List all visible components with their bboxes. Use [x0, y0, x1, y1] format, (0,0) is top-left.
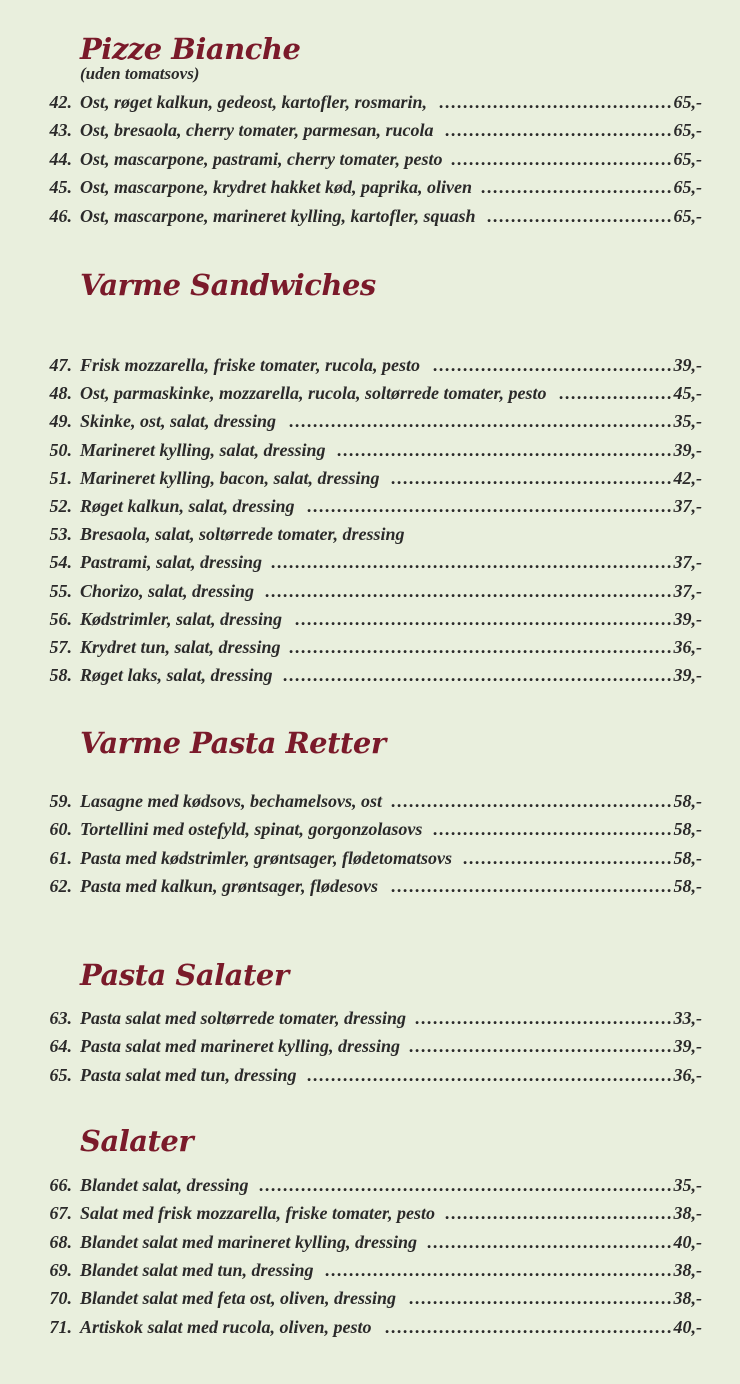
menu-item — [0, 496, 740, 524]
item-description: Blandet salat med tun, dressing — [80, 1259, 314, 1280]
item-number: 56. — [49, 608, 72, 629]
item-price — [0, 1175, 702, 1196]
price-value: 39,- — [673, 355, 702, 375]
item-number: 60. — [49, 819, 72, 840]
menu-item — [0, 411, 740, 439]
menu-item — [0, 1260, 740, 1288]
item-price — [0, 1317, 702, 1338]
dot-leader: ..................................................................... — [259, 1175, 674, 1195]
item-description: Ost, bresaola, cherry tomater, parmesan, rucola — [80, 120, 434, 141]
menu-item — [0, 1008, 740, 1036]
item-number: 68. — [49, 1231, 72, 1252]
item-price — [0, 876, 702, 897]
dot-leader: ............................................ — [409, 1288, 674, 1309]
dot-leader: ................................................................ — [289, 411, 674, 432]
item-price — [0, 1288, 702, 1309]
item-number: 43. — [49, 120, 72, 141]
item-description: Tortellini med ostefyld, spinat, gorgonzolasovs — [80, 819, 423, 840]
item-description: Pasta med kalkun, grøntsager, flødesovs — [80, 875, 379, 896]
item-number: 57. — [49, 637, 72, 657]
menu-item — [0, 468, 740, 496]
item-description: Pastrami, salat, dressing — [80, 552, 263, 573]
item-description: Ost, parmaskinke, mozzarella, rucola, soltørrede tomater, pesto — [80, 383, 547, 404]
price-value: 58,- — [673, 819, 702, 840]
dot-leader: ...................................... — [445, 1203, 674, 1224]
menu-item — [0, 1203, 740, 1231]
item-number: 47. — [49, 355, 72, 375]
item-description: Ost, røget kalkun, gedeost, kartofler, rosmarin, — [80, 92, 428, 112]
item-number: 44. — [49, 148, 72, 169]
item-number: 64. — [49, 1036, 72, 1057]
item-description: Skinke, ost, salat, dressing — [80, 411, 277, 432]
menu-item — [0, 637, 740, 665]
menu-item — [0, 791, 740, 819]
item-description: Blandet salat, dressing — [80, 1175, 249, 1195]
item-price — [0, 1203, 702, 1224]
dot-leader: ....................................... — [439, 92, 674, 112]
price-value: 65,- — [673, 148, 702, 169]
item-description: Krydret tun, salat, dressing — [80, 637, 281, 657]
price-value: 39,- — [673, 439, 702, 460]
item-price — [0, 411, 702, 432]
item-number: 70. — [49, 1288, 72, 1309]
item-number: 52. — [49, 496, 72, 516]
price-value: 45,- — [673, 383, 702, 404]
menu-item — [0, 1232, 740, 1260]
menu-item — [0, 1175, 740, 1203]
section-subheading: (uden tomatsovs) — [80, 64, 200, 83]
price-value: 38,- — [673, 1203, 702, 1224]
section-heading: Pizze Bianche — [80, 32, 301, 66]
dot-leader: ................................... — [463, 847, 674, 868]
item-description: Salat med frisk mozzarella, friske tomater, pesto — [80, 1203, 436, 1224]
dot-leader: ................................................ — [385, 1316, 674, 1337]
menu-item — [0, 819, 740, 847]
item-number: 50. — [49, 439, 72, 460]
item-description: Blandet salat med feta ost, oliven, dressing — [80, 1288, 397, 1309]
menu-item — [0, 440, 740, 468]
section-heading: Varme Sandwiches — [80, 268, 376, 302]
item-price — [0, 149, 702, 170]
menu-item — [0, 206, 740, 234]
item-price — [0, 848, 702, 869]
price-value: 58,- — [673, 875, 702, 896]
dot-leader: ............................................................... — [295, 608, 674, 629]
item-number: 53. — [49, 524, 72, 545]
item-description: Marineret kylling, bacon, salat, dressing — [80, 467, 380, 488]
item-number: 69. — [49, 1259, 72, 1280]
dot-leader: ................................................................ — [289, 637, 674, 657]
dot-leader: ...................................... — [445, 120, 674, 141]
item-price — [0, 496, 702, 517]
item-description: Pasta salat med soltørrede tomater, dressing — [80, 1008, 407, 1028]
menu-item — [0, 609, 740, 637]
menu-item — [0, 848, 740, 876]
price-value: 39,- — [673, 608, 702, 629]
dot-leader: .................................................................... — [265, 580, 674, 601]
item-number: 51. — [49, 467, 72, 488]
item-price — [0, 120, 702, 141]
item-price — [0, 177, 702, 198]
price-value: 40,- — [673, 1231, 702, 1252]
dot-leader: ............................................... — [391, 791, 674, 811]
dot-leader: ............................................................. — [307, 496, 674, 516]
price-value: 65,- — [673, 177, 702, 198]
item-description: Marineret kylling, salat, dressing — [80, 439, 326, 460]
menu-item — [0, 581, 740, 609]
item-number: 54. — [49, 552, 72, 573]
price-value: 37,- — [673, 552, 702, 573]
price-value: 39,- — [673, 1036, 702, 1057]
item-price — [0, 665, 702, 686]
dot-leader: .......................................................... — [325, 1259, 674, 1280]
item-description: Ost, mascarpone, krydret hakket kød, paprika, oliven — [80, 177, 472, 198]
menu-item — [0, 1065, 740, 1093]
dot-leader: ......................................... — [427, 1231, 674, 1252]
item-price — [0, 791, 702, 812]
item-number: 65. — [49, 1064, 72, 1085]
dot-leader: ............................................... — [391, 875, 674, 896]
item-description: Blandet salat med marineret kylling, dressing — [80, 1231, 418, 1252]
item-price — [0, 92, 702, 113]
item-number: 63. — [49, 1008, 72, 1028]
price-value: 37,- — [673, 496, 702, 516]
dot-leader: ............................... — [487, 205, 674, 226]
item-number: 67. — [49, 1203, 72, 1224]
price-value: 65,- — [673, 120, 702, 141]
price-value: 38,- — [673, 1288, 702, 1309]
menu-item — [0, 876, 740, 904]
item-number: 46. — [49, 205, 72, 226]
menu-item — [0, 1317, 740, 1345]
item-description: Chorizo, salat, dressing — [80, 580, 255, 601]
dot-leader: ................... — [559, 383, 674, 404]
item-description: Pasta salat med marineret kylling, dressing — [80, 1036, 401, 1057]
item-price — [0, 637, 702, 658]
item-description: Frisk mozzarella, friske tomater, rucola, pesto — [80, 355, 421, 375]
menu-item — [0, 665, 740, 693]
item-price — [0, 468, 702, 489]
item-price — [0, 1008, 702, 1029]
menu-item — [0, 552, 740, 580]
price-value: 58,- — [673, 791, 702, 811]
menu-item — [0, 1288, 740, 1316]
dot-leader: ............................................................. — [307, 1064, 674, 1085]
price-value: 35,- — [673, 1175, 702, 1195]
item-number: 58. — [49, 665, 72, 686]
price-value: 58,- — [673, 847, 702, 868]
price-value: 65,- — [673, 205, 702, 226]
item-description: Pasta med kødstrimler, grøntsager, flødetomatsovs — [80, 847, 453, 868]
dot-leader: ............................................... — [391, 467, 674, 488]
item-price — [0, 383, 702, 404]
item-number: 71. — [49, 1316, 72, 1337]
item-price — [0, 206, 702, 227]
item-description: Røget kalkun, salat, dressing — [80, 496, 295, 516]
item-description: Pasta salat med tun, dressing — [80, 1064, 297, 1085]
item-number: 55. — [49, 580, 72, 601]
item-price — [0, 552, 702, 573]
item-description: Bresaola, salat, soltørrede tomater, dressing — [80, 524, 405, 545]
item-description: Ost, mascarpone, pastrami, cherry tomater, pesto — [80, 148, 443, 169]
item-price — [0, 355, 702, 376]
item-price — [0, 1036, 702, 1057]
dot-leader: ................................................................. — [283, 665, 674, 686]
item-price — [0, 819, 702, 840]
item-number: 42. — [49, 92, 72, 112]
price-value: 38,- — [673, 1259, 702, 1280]
menu-item — [0, 92, 740, 120]
item-number: 62. — [49, 875, 72, 896]
price-value: 37,- — [673, 580, 702, 601]
dot-leader: ............................................ — [409, 1036, 674, 1057]
menu-item — [0, 1036, 740, 1064]
item-number: 59. — [49, 791, 72, 811]
section-heading: Salater — [80, 1124, 194, 1158]
item-description: Ost, mascarpone, marineret kylling, kartofler, squash — [80, 205, 476, 226]
price-value: 42,- — [673, 467, 702, 488]
item-price — [0, 1232, 702, 1253]
item-price — [0, 1065, 702, 1086]
dot-leader: ................................................................... — [271, 552, 674, 573]
price-value: 36,- — [673, 637, 702, 657]
item-number: 66. — [49, 1175, 72, 1195]
menu-item — [0, 524, 740, 552]
item-price — [0, 609, 702, 630]
menu-item — [0, 149, 740, 177]
item-description: Kødstrimler, salat, dressing — [80, 608, 283, 629]
item-price — [0, 440, 702, 461]
item-number: 49. — [49, 411, 72, 432]
menu-item — [0, 177, 740, 205]
price-value: 39,- — [673, 665, 702, 686]
item-number: 45. — [49, 177, 72, 198]
dot-leader: ........................................................ — [337, 439, 674, 460]
price-value: 36,- — [673, 1064, 702, 1085]
item-price — [0, 581, 702, 602]
menu-item — [0, 355, 740, 383]
section-heading: Varme Pasta Retter — [80, 726, 386, 760]
item-description: Lasagne med kødsovs, bechamelsovs, ost — [80, 791, 382, 811]
dot-leader: ........................................... — [415, 1008, 674, 1028]
item-number: 48. — [49, 383, 72, 404]
menu-item — [0, 383, 740, 411]
price-value: 65,- — [673, 92, 702, 112]
item-price — [0, 1260, 702, 1281]
price-value: 33,- — [673, 1008, 702, 1028]
dot-leader: ........................................ — [433, 355, 674, 375]
dot-leader: ................................ — [481, 177, 674, 198]
item-description: Røget laks, salat, dressing — [80, 665, 273, 686]
dot-leader: ........................................ — [433, 819, 674, 840]
price-value: 40,- — [673, 1316, 702, 1337]
item-description: Artiskok salat med rucola, oliven, pesto — [80, 1316, 372, 1337]
menu-item — [0, 120, 740, 148]
price-value: 35,- — [673, 411, 702, 432]
section-heading: Pasta Salater — [80, 958, 289, 992]
dot-leader: ..................................... — [451, 148, 674, 169]
item-number: 61. — [49, 847, 72, 868]
